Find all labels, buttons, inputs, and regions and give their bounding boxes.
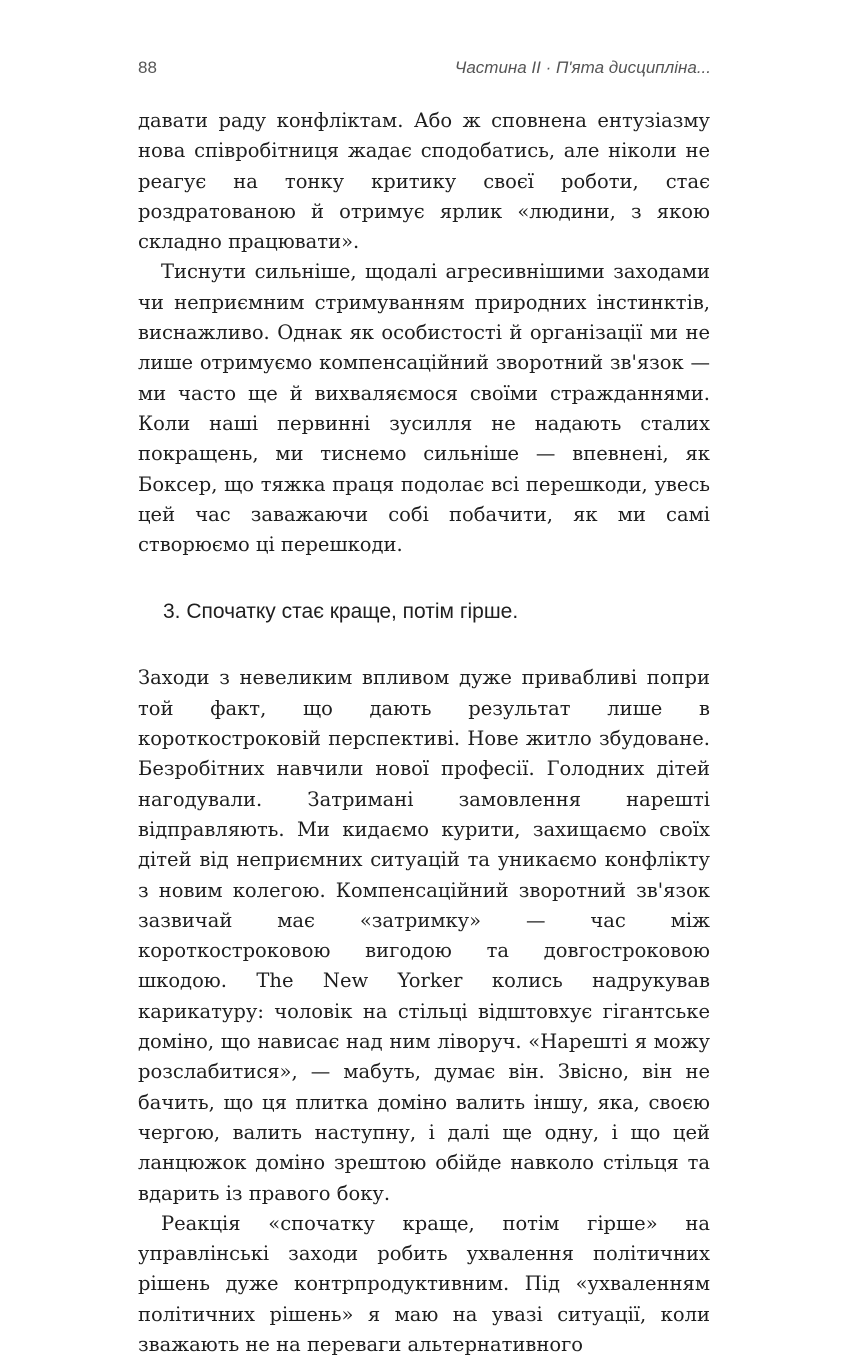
paragraph: Заходи з невеликим впливом дуже привабливі попри той факт, що дають результат лише в короткостроковій перспективі. Нове житло збудоване. Безробітних навчили нової професії. Голодних дітей нагодували. Затримані замовлення нарешті відправляють. Ми кидаємо курити, захищаємо своїх дітей від неприємних ситуацій та уникаємо конфлікту з новим колегою. Компенсаційний зворотний зв'язок зазвичай має «затримку» — час між короткостроковою вигодою та довгостроковою шкодою. The New Yorker колись надрукував карикатуру: чоловік на стільці відштовхує гігантське доміно, що нависає над ним ліворуч. «Нарешті я можу розслабитися», — мабуть, думає він. Звісно, він не бачить, що ця плитка доміно валить іншу, яка, своєю чергою, валить наступну, і далі ще одну, і що цей ланцюжок доміно зрештою обійде навколо стільця та вдарить із правого боку. — [138, 666, 710, 1205]
page-number: 88 — [138, 58, 157, 77]
page-header — [138, 58, 711, 84]
section-heading: 3. Спочатку стає краще, потім гірше. — [163, 600, 519, 624]
paragraph: Реакція «спочатку краще, потім гірше» на управлінські заходи робить ухвалення політичних рішень дуже контрпродуктивним. Під «ухваленням політичних рішень» я маю на увазі ситуації, коли зважають не на переваги альтернативного — [138, 1211, 710, 1356]
running-head: Частина II · П'ята дисципліна... — [454, 58, 711, 77]
paragraph: Тиснути сильніше, щодалі агресивнішими заходами чи неприємним стримуванням природних інстинктів, виснажливо. Однак як особистості й організації ми не лише отримуємо компенсаційний зворотний зв'язок — ми часто ще й вихваляємося своїми стражданнями. Коли наші первинні зусилля не надають сталих покращень, ми тиснемо сильніше — впевнені, як Боксер, що тяжка праця подолає всі перешкоди, увесь цей час заважаючи собі побачити, як ми самі створюємо ці перешкоди. — [138, 260, 710, 557]
page-body — [138, 106, 710, 1360]
paragraph: давати раду конфліктам. Або ж сповнена ентузіазму нова співробітниця жадає сподобатись, але ніколи не реагує на тонку критику своєї роботи, стає роздратованою й отримує ярлик «людини, з якою складно працювати». — [138, 109, 710, 254]
